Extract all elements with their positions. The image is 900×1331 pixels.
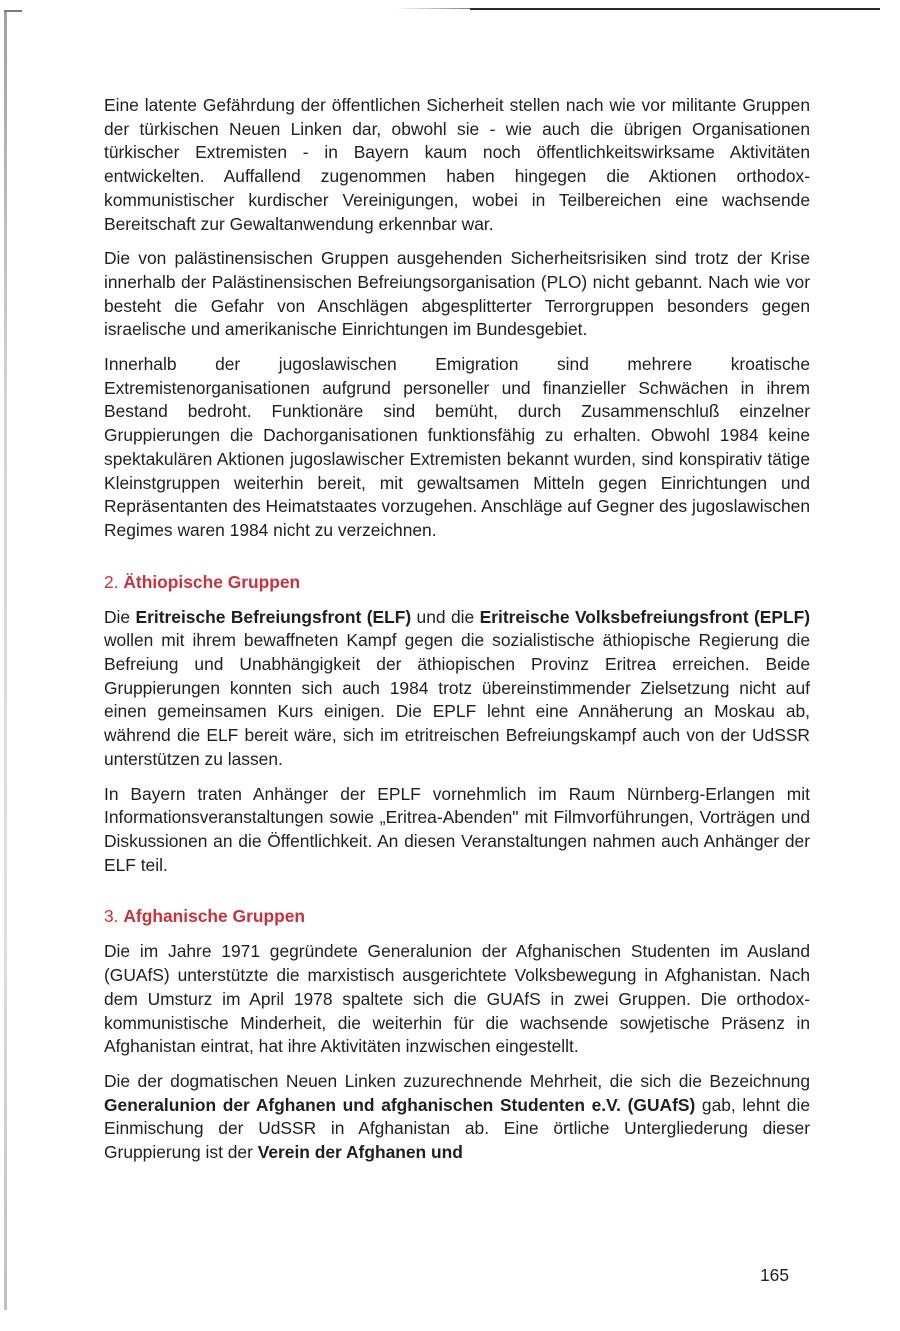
section-number: 2.	[104, 571, 119, 592]
paragraph-eritrean-fronts: Die Eritreische Befreiungsfront (ELF) und die Eritreische Volksbefreiungsfront (EPLF) wollen mit ihrem bewaffneten Kampf gegen die sozialistische äthiopische Regierung die Befreiung und Unabhängigkeit der äthiopischen Provinz Eritrea erreichen. Beide Gruppierungen konnten sich auch 1984 trotz übereinstimmender Zielsetzung nicht auf einen gemeinsamen Kurs einigen. Die EPLF lehnt eine Annäherung an Moskau ab, während die ELF bereit wäre, sich im etritreischen Befreiungskampf auch von der UdSSR unterstützen zu lassen.	[104, 606, 811, 769]
paragraph-eplf-bavaria: In Bayern traten Anhänger der EPLF vornehmlich im Raum Nürnberg-Erlangen mit Informationsveranstaltungen sowie „Eritrea-Abenden" mit Filmvorführungen, Vorträgen und Diskussionen an die Öffentlichkeit. An diesen Veranstaltungen nahmen auch Anhänger der ELF teil.	[104, 783, 810, 875]
page-corner-mark	[4, 10, 22, 12]
section-number: 3.	[104, 906, 119, 927]
section-heading-afghan-groups	[104, 904, 810, 928]
paragraph-guafs-majority: Die der dogmatischen Neuen Linken zuzurechnende Mehrheit, die sich die Bezeichnung Generalunion der Afghanen und afghanischen Studenten e.V. (GUAfS) gab, lehnt die Einmischung der UdSSR in Afghanistan ab. Eine örtliche Untergliederung dieser Gruppierung ist der Verein der Afghanen und	[104, 1070, 810, 1163]
section-title: Afghanische Gruppen	[123, 906, 306, 927]
top-rule	[470, 8, 880, 10]
paragraph-yugoslav-emigration: Innerhalb der jugoslawischen Emigration sind mehrere kroatische Extremistenorganisationen aufgrund personeller und finanzieller Schwächen in ihrem Bestand bedroht. Funktionäre sind bemüht, durch Zusammenschluß einzelner Gruppierungen die Dachorganisationen funktionsfähig zu erhalten. Obwohl 1984 keine spektakulären Aktionen jugoslawischer Extremisten bekannt wurden, sind konspirativ tätige Kleinstgruppen weiterhin bereit, mit gewaltsamen Mitteln gegen Einrichtungen und Repräsentanten des Heimatstaates vorzugehen. Anschläge auf Gegner des jugoslawischen Regimes waren 1984 nicht zu verzeichnen.	[104, 354, 810, 540]
page-number: 165	[760, 1265, 790, 1285]
bold-term-eplf: Eritreische Volksbefreiungsfront (EPLF)	[479, 606, 811, 627]
paragraph-palestinian-groups: Die von palästinensischen Gruppen ausgehenden Sicherheitsrisiken sind trotz der Krise innerhalb der Palästinensischen Befreiungsorganisation (PLO) nicht gebannt. Nach wie vor besteht die Gefahr von Anschlägen abgesplitterter Terrorgruppen besonders gegen israelische und amerikanische Einrichtungen im Bundesgebiet.	[104, 248, 810, 340]
section-title: Äthiopische Gruppen	[123, 571, 301, 592]
bold-term-verein: Verein der Afghanen und	[257, 1142, 463, 1163]
page-binding-edge	[4, 10, 7, 1310]
bold-term-guafs: Generalunion der Afghanen und afghanischen Studenten e.V. (GUAfS)	[104, 1094, 696, 1115]
text-column	[104, 94, 810, 1176]
top-rule-fade	[395, 8, 475, 9]
section-heading-ethiopian-groups	[104, 570, 810, 594]
paragraph-guafs-history: Die im Jahre 1971 gegründete Generalunion der Afghanischen Studenten im Ausland (GUAfS) unterstützte die marxistisch ausgerichtete Volksbewegung in Afghanistan. Nach dem Umsturz im April 1978 spaltete sich die GUAfS in zwei Gruppen. Die orthodox- kommunistische Minderheit, die weiterhin für die wachsende sowjetische Präsenz in Afghanistan eintrat, hat ihre Aktivitäten inzwischen eingestellt.	[104, 941, 810, 1057]
paragraph-turkish-groups: Eine latente Gefährdung der öffentlichen Sicherheit stellen nach wie vor militante Gruppen der türkischen Neuen Linken dar, obwohl sie - wie auch die übrigen Organisationen türkischer Extremisten - in Bayern kaum noch öffentlichkeitswirksame Aktivitäten entwickelten. Auffallend zugenommen haben hingegen die Aktionen orthodox-kommunistischer kurdischer Vereinigungen, wobei in Teilbereichen eine wachsende Bereitschaft zur Gewaltanwendung erkennbar war.	[104, 95, 810, 234]
bold-term-elf: Eritreische Befreiungsfront (ELF)	[135, 606, 412, 627]
